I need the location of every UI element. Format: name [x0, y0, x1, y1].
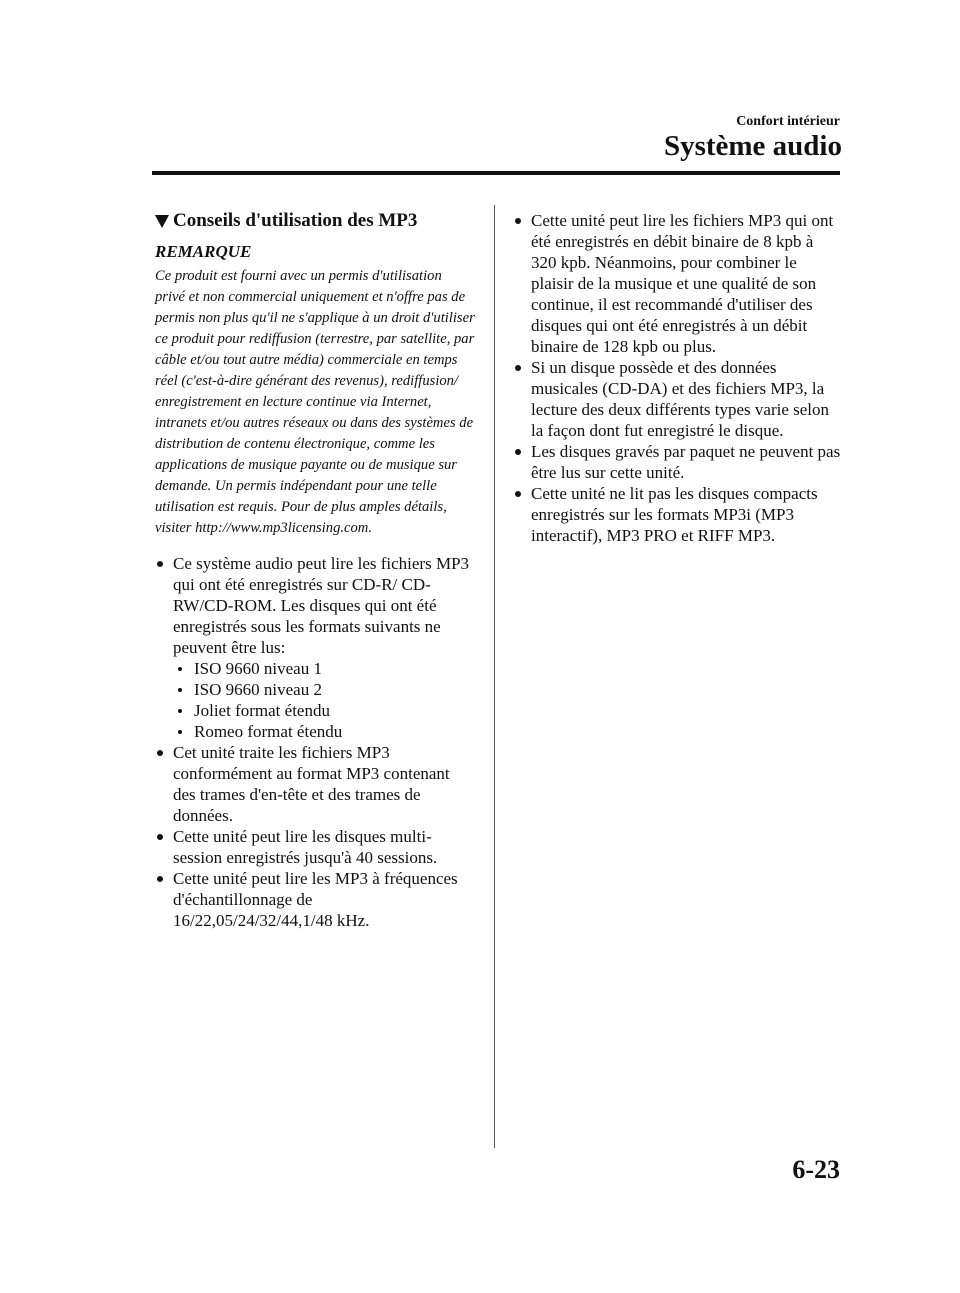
bullet-icon [178, 667, 182, 671]
bullet-icon [157, 750, 163, 756]
list-item-text: Cette unité peut lire les MP3 à fréquences d'échantillonnage de 16/22,05/24/32/44,1/48 kHz. [173, 869, 458, 930]
format-item [173, 721, 475, 742]
left-column [155, 210, 475, 931]
list-item [513, 483, 843, 546]
header-rule [152, 171, 840, 175]
note-text: Ce produit est fourni avec un permis d'utilisation privé et non commercial uniquement et n'offre pas de permis non plus qu'il ne s'applique à un droit d'utiliser ce produit pour rediffusion (terrestre, par satellite, par câble et/ou tout autre média) commerciale en temps réel (c'est-à-dire générant des revenus), rediffusion/ enregistrement en lecture continue via Internet, intranets et/ou autres réseaux ou dans des systèmes de distribution de contenu électronique, comme les applications de musique payante ou de musique sur demande. Un permis indépendant pour une telle utilisation est requis. Pour de plus amples détails, visiter http://www.mp3licensing.com. [155, 268, 475, 536]
header-section: Confort intérieur [736, 114, 840, 129]
list-item [155, 742, 475, 826]
format-item [173, 700, 475, 721]
format-item [173, 679, 475, 700]
section-heading-text: Conseils d'utilisation des MP3 [173, 210, 418, 231]
list-item-text: Cette unité ne lit pas les disques compacts enregistrés sur les formats MP3i (MP3 interactif), MP3 PRO et RIFF MP3. [531, 484, 818, 545]
left-bullet-list [155, 553, 475, 931]
bullet-icon [515, 449, 521, 455]
list-item-text: Cette unité peut lire les fichiers MP3 qui ont été enregistrés en débit binaire de 8 kpb à 320 kpb. Néanmoins, pour combiner le plaisir de la musique et une qualité de son continue, il est recommandé d'utiliser des disques qui ont été enregistrés à un débit binaire de 128 kpb ou plus. [531, 211, 834, 356]
format-list [173, 658, 475, 742]
right-column [513, 210, 843, 546]
list-item-text: Les disques gravés par paquet ne peuvent pas être lus sur cette unité. [531, 442, 841, 482]
right-bullet-list [513, 210, 843, 546]
triangle-down-icon [155, 215, 169, 228]
format-item-text: ISO 9660 niveau 2 [194, 680, 322, 699]
list-item-text: Ce système audio peut lire les fichiers MP3 qui ont été enregistrés sur CD-R/ CD-RW/CD-ROM. Les disques qui ont été enregistrés sous les formats suivants ne peuvent être lus: [173, 554, 470, 657]
list-item [513, 441, 843, 483]
format-item-text: Romeo format étendu [194, 722, 343, 741]
bullet-icon [515, 218, 521, 224]
list-item-text: Cet unité traite les fichiers MP3 conformément au format MP3 contenant des trames d'en-tête et des trames de données. [173, 743, 450, 825]
list-item [155, 553, 475, 742]
column-divider [494, 205, 495, 1148]
bullet-icon [157, 561, 163, 567]
list-item [513, 357, 843, 441]
header-title: Système audio [663, 130, 842, 162]
bullet-icon [178, 709, 182, 713]
format-item-text: ISO 9660 niveau 1 [194, 659, 322, 678]
bullet-icon [157, 834, 163, 840]
page-number: 6-23 [792, 1155, 840, 1184]
list-item-text: Cette unité peut lire les disques multi-session enregistrés jusqu'à 40 sessions. [173, 827, 438, 867]
list-item [513, 210, 843, 357]
bullet-icon [515, 365, 521, 371]
list-item [155, 868, 475, 931]
bullet-icon [157, 876, 163, 882]
bullet-icon [178, 688, 182, 692]
section-heading [155, 210, 475, 232]
note-label: REMARQUE [155, 242, 252, 261]
format-item [173, 658, 475, 679]
bullet-icon [178, 730, 182, 734]
list-item [155, 826, 475, 868]
list-item-text: Si un disque possède et des données musicales (CD-DA) et des fichiers MP3, la lecture des deux différents types varie selon la façon dont fut enregistré le disque. [531, 358, 830, 440]
format-item-text: Joliet format étendu [194, 701, 330, 720]
bullet-icon [515, 491, 521, 497]
